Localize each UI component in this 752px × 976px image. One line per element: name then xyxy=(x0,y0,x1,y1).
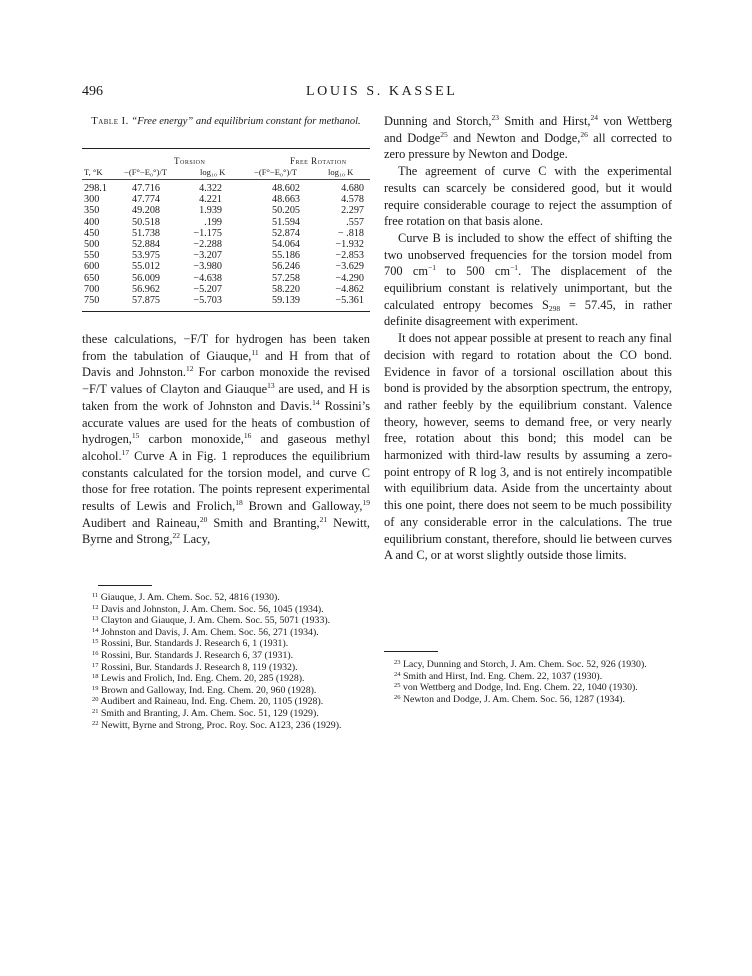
footnote-text: Lewis and Frolich, Ind. Eng. Chem. 20, 285 (1928). xyxy=(100,673,305,685)
footnote-ref: 21 xyxy=(319,514,328,524)
cell-fe-rotation: 48.602 xyxy=(271,183,300,194)
table-row xyxy=(82,228,370,239)
paragraph xyxy=(384,113,672,163)
cell-temperature: 300 xyxy=(84,194,100,206)
col-header-fe-rotation: −(F°−E₀°)/T xyxy=(254,167,297,177)
text-run: Lacy, xyxy=(180,532,211,547)
text-run: Dunning and Storch, xyxy=(384,114,492,128)
subscript: 298 xyxy=(548,303,561,313)
cell-fe-torsion: 52.884 xyxy=(131,238,160,250)
text-run: Newitt, Byrne and Strong, xyxy=(82,515,370,547)
footnote-text: Smith and Branting, J. Am. Chem. Soc. 51, 129 (1929). xyxy=(100,707,319,719)
footnote-ref: 12 xyxy=(186,364,194,374)
text-run: carbon monoxide, xyxy=(139,432,244,447)
cell-fe-rotation: 51.594 xyxy=(271,216,300,228)
table-bottom-rule xyxy=(82,311,370,312)
text-run: and gaseous methyl alcohol. xyxy=(82,432,371,463)
footnote-ref: 13 xyxy=(267,381,275,391)
footnote-ref: 16 xyxy=(243,431,252,441)
cell-temperature: 700 xyxy=(84,283,100,295)
cell-logk-rotation: −4.862 xyxy=(335,283,364,295)
cell-fe-torsion: 47.774 xyxy=(131,194,160,206)
cell-temperature: 400 xyxy=(84,216,100,228)
footnotes-left xyxy=(82,592,370,731)
table-row xyxy=(82,205,370,216)
footnote-text: Clayton and Giauque, J. Am. Chem. Soc. 55, 5071 (1933). xyxy=(100,615,331,627)
table-row xyxy=(82,239,370,250)
paragraph: The agreement of curve C with the experimental results can scarcely be considered good, but it would require considerable courage to reject the assumption of free rotation on that basis alone. xyxy=(384,164,672,229)
footnote xyxy=(82,627,370,639)
cell-temperature: 450 xyxy=(84,227,100,239)
footnote-number: 23 xyxy=(394,659,401,666)
footnote xyxy=(82,673,370,685)
table-row xyxy=(82,183,370,194)
footnote xyxy=(82,720,370,732)
footnote-ref: 20 xyxy=(199,514,208,524)
cell-logk-rotation: 4.680 xyxy=(341,183,364,194)
footnote-number: 13 xyxy=(92,615,99,623)
cell-logk-rotation: − .818 xyxy=(337,227,364,239)
text-run: all corrected to zero pressure by Newton and Dodge. xyxy=(384,130,672,162)
col-header-fe-torsion: −(F°−E₀°)/T xyxy=(124,167,167,177)
footnote-number: 16 xyxy=(92,649,99,657)
cell-fe-torsion: 56.009 xyxy=(131,272,160,284)
table-caption xyxy=(82,116,370,128)
cell-fe-torsion: 53.975 xyxy=(131,250,160,262)
cell-fe-rotation: 56.246 xyxy=(271,261,300,273)
cell-logk-torsion: −5.703 xyxy=(193,294,222,306)
cell-logk-torsion: −4.638 xyxy=(193,272,222,284)
footnote-text: von Wettberg and Dodge, Ind. Eng. Chem. 22, 1040 (1930). xyxy=(402,682,638,694)
footnote-ref: 18 xyxy=(235,498,243,508)
footnote-text: Davis and Johnston, J. Am. Chem. Soc. 56, 1045 (1934). xyxy=(100,603,324,615)
col-header-t: T, °K xyxy=(84,167,103,177)
table-caption-text: “Free energy” and equilibrium constant for methanol. xyxy=(131,116,361,127)
cell-fe-torsion: 49.208 xyxy=(131,205,160,217)
cell-logk-torsion: −3.980 xyxy=(193,261,222,273)
cell-fe-rotation: 59.139 xyxy=(271,294,300,306)
paragraph xyxy=(82,331,370,548)
table-row xyxy=(82,261,370,272)
footnote xyxy=(384,694,672,706)
text-run: For carbon monoxide the revised −F/T values of Clayton and Giauque xyxy=(82,365,370,397)
text-run: von Wettberg and Dodge xyxy=(384,114,673,145)
col-header-logk-rotation: log₁₀ K xyxy=(328,167,354,177)
footnote xyxy=(82,638,370,650)
cell-fe-torsion: 55.012 xyxy=(131,261,160,273)
footnote-ref: 24 xyxy=(590,113,598,122)
footnote xyxy=(82,650,370,662)
footnote-text: Rossini, Bur. Standards J. Research 6, 37 (1931). xyxy=(100,649,294,661)
cell-logk-rotation: −4.290 xyxy=(335,272,364,284)
footnotes-right xyxy=(384,659,672,705)
footnote-number: 19 xyxy=(92,684,99,692)
group-header-torsion: Torsion xyxy=(174,156,206,166)
text-run: to 500 cm xyxy=(435,264,511,279)
footnote-ref: 26 xyxy=(580,129,588,139)
table-row xyxy=(82,194,370,205)
table-caption-label: Table I. xyxy=(91,116,129,127)
cell-temperature: 298.1 xyxy=(84,183,107,194)
footnote xyxy=(384,659,672,671)
cell-logk-torsion: 4.322 xyxy=(199,183,222,194)
paragraph: It does not appear possible at present to reach any final decision with regard to rotation about the CO bond. Evidence in favor of a torsional oscillation about this bond is provided by the absorption spectrum, the entropy, and rather feebly by the equilibrium constant. Valence theory, however, seems to demand free, or very nearly free, rotation about this bond; this model can be harmonized with third-law results by assuming a zero-point entropy of R log 3, and is not entirely incompatible with equilibrium data. Aside from the uncertainty about this one point, there does not seem to be much possibility of any considerable error in the calculations. The true equilibrium constant, therefore, should lie between curves A and C, or at worst slightly outside those limits. xyxy=(384,331,672,563)
cell-fe-torsion: 51.738 xyxy=(131,227,160,239)
cell-fe-rotation: 52.874 xyxy=(271,227,300,239)
footnote xyxy=(82,708,370,720)
cell-temperature: 550 xyxy=(84,250,100,262)
text-run: . The displacement of the equilibrium constant is relatively unimportant, but the calculated entropy becomes S xyxy=(384,264,673,312)
cell-logk-torsion: −3.207 xyxy=(193,250,222,262)
footnote-number: 12 xyxy=(92,603,99,611)
superscript: −1 xyxy=(427,263,436,273)
text-run: and H from that of Davis and Johnston. xyxy=(82,348,370,380)
text-run: Audibert and Raineau, xyxy=(82,515,200,530)
footnote-text: Giauque, J. Am. Chem. Soc. 52, 4816 (1930). xyxy=(100,592,280,603)
cell-fe-rotation: 48.663 xyxy=(271,194,300,206)
footnote-ref: 22 xyxy=(172,531,181,541)
table-row xyxy=(82,295,370,306)
footnote-text: Rossini, Bur. Standards J. Research 6, 1 (1931). xyxy=(100,638,289,650)
page-number: 496 xyxy=(82,84,103,99)
text-run: = 57.45, in rather definite disagreement with experiment. xyxy=(384,297,672,329)
table-row xyxy=(82,284,370,295)
cell-logk-rotation: 4.578 xyxy=(341,194,364,206)
cell-temperature: 750 xyxy=(84,294,100,306)
data-table xyxy=(82,148,370,312)
footnote-ref: 14 xyxy=(312,397,320,407)
footnote xyxy=(384,671,672,683)
cell-logk-rotation: 2.297 xyxy=(341,205,364,217)
table-body xyxy=(82,183,370,306)
text-run: Smith and Branting, xyxy=(207,515,320,530)
cell-logk-rotation: −5.361 xyxy=(335,294,364,306)
cell-logk-rotation: .557 xyxy=(346,216,364,228)
cell-fe-torsion: 57.875 xyxy=(131,294,160,306)
footnote-divider xyxy=(384,651,438,652)
footnote-number: 20 xyxy=(92,696,99,704)
footnote-text: Newton and Dodge, J. Am. Chem. Soc. 56, 1287 (1934). xyxy=(402,693,625,705)
table-top-rule xyxy=(82,148,370,149)
cell-fe-torsion: 50.518 xyxy=(131,216,160,228)
cell-temperature: 650 xyxy=(84,272,100,284)
paragraph xyxy=(384,230,672,330)
footnote xyxy=(82,696,370,708)
cell-fe-rotation: 57.258 xyxy=(271,272,300,284)
footnote xyxy=(82,685,370,697)
cell-temperature: 350 xyxy=(84,205,100,217)
footnote-number: 24 xyxy=(394,670,401,678)
cell-logk-rotation: −1.932 xyxy=(335,238,364,250)
footnote-text: Brown and Galloway, Ind. Eng. Chem. 20, 960 (1928). xyxy=(100,684,317,696)
table-row xyxy=(82,273,370,284)
footnote xyxy=(82,615,370,627)
cell-logk-torsion: .199 xyxy=(204,216,222,228)
cell-fe-rotation: 58.220 xyxy=(271,283,300,295)
footnote-text: Smith and Hirst, Ind. Eng. Chem. 22, 1037 (1930). xyxy=(402,670,603,682)
footnote-number: 18 xyxy=(92,673,99,681)
footnote-text: Lacy, Dunning and Storch, J. Am. Chem. Soc. 52, 926 (1930). xyxy=(402,659,647,670)
footnote-ref: 19 xyxy=(362,498,370,508)
table-row xyxy=(82,250,370,261)
table-header-rule xyxy=(82,179,370,180)
footnote xyxy=(82,604,370,616)
right-column-text xyxy=(384,113,672,564)
table-group-header xyxy=(82,156,370,167)
footnote-ref: 11 xyxy=(251,347,259,357)
cell-fe-rotation: 54.064 xyxy=(271,238,300,250)
group-header-free-rotation: Free Rotation xyxy=(290,156,347,166)
footnote-divider xyxy=(98,585,152,586)
text-run: Rossini’s accurate values are used for the heats of combustion of hydrogen, xyxy=(82,398,371,447)
table-row xyxy=(82,217,370,228)
footnote-number: 22 xyxy=(92,719,99,727)
running-head: LOUIS S. KASSEL xyxy=(306,84,458,99)
col-header-logk-torsion: log₁₀ K xyxy=(200,167,226,177)
cell-fe-rotation: 50.205 xyxy=(271,205,300,217)
cell-logk-torsion: 4.221 xyxy=(199,194,222,206)
superscript: −1 xyxy=(510,263,519,273)
footnote-number: 17 xyxy=(92,661,99,669)
footnote-ref: 23 xyxy=(491,113,499,122)
text-run: Curve A in Fig. 1 reproduces the equilibrium constants calculated for the torsion model, and curve C those for free rotation. The points represent experimental results of Lewis and Frolich, xyxy=(82,448,370,514)
cell-fe-torsion: 56.962 xyxy=(131,283,160,295)
footnote-number: 25 xyxy=(394,682,401,690)
cell-fe-torsion: 47.716 xyxy=(131,183,160,194)
footnote-ref: 17 xyxy=(121,447,130,457)
footnote-text: Audibert and Raineau, Ind. Eng. Chem. 20, 1105 (1928). xyxy=(100,696,324,708)
text-run: Curve B is included to show the effect of shifting the two unobserved frequencies for the torsion model from 700 cm xyxy=(384,230,672,279)
footnote-text: Newitt, Byrne and Strong, Proc. Roy. Soc. A123, 236 (1929). xyxy=(100,719,342,731)
cell-logk-torsion: 1.939 xyxy=(199,205,222,217)
footnote-number: 21 xyxy=(92,707,99,715)
table-column-header xyxy=(82,167,370,179)
footnote-number: 14 xyxy=(92,626,99,634)
cell-temperature: 600 xyxy=(84,261,100,273)
cell-logk-torsion: −2.288 xyxy=(193,238,222,250)
footnote-ref: 25 xyxy=(440,129,448,139)
text-run: and Newton and Dodge, xyxy=(447,130,581,145)
text-run: these calculations, −F/T for hydrogen has been taken from the tabulation of Giauque, xyxy=(82,332,370,363)
footnote-number: 11 xyxy=(92,592,99,599)
footnote xyxy=(82,592,370,604)
text-run: are used, and H is taken from the work of Johnston and Davis. xyxy=(82,382,371,413)
text-run: Smith and Hirst, xyxy=(498,114,591,128)
footnote-number: 26 xyxy=(394,693,401,701)
footnote xyxy=(384,682,672,694)
cell-fe-rotation: 55.186 xyxy=(271,250,300,262)
cell-temperature: 500 xyxy=(84,238,100,250)
footnote-text: Johnston and Davis, J. Am. Chem. Soc. 56, 271 (1934). xyxy=(100,626,319,638)
footnote xyxy=(82,662,370,674)
left-column-text xyxy=(82,331,370,548)
cell-logk-torsion: −5.207 xyxy=(193,283,222,295)
cell-logk-rotation: −3.629 xyxy=(335,261,364,273)
text-run: Brown and Galloway, xyxy=(242,499,363,514)
cell-logk-rotation: −2.853 xyxy=(335,250,364,262)
cell-logk-torsion: −1.175 xyxy=(193,227,222,239)
footnote-number: 15 xyxy=(92,638,99,646)
footnote-ref: 15 xyxy=(131,431,140,441)
footnote-text: Rossini, Bur. Standards J. Research 8, 119 (1932). xyxy=(100,661,298,673)
